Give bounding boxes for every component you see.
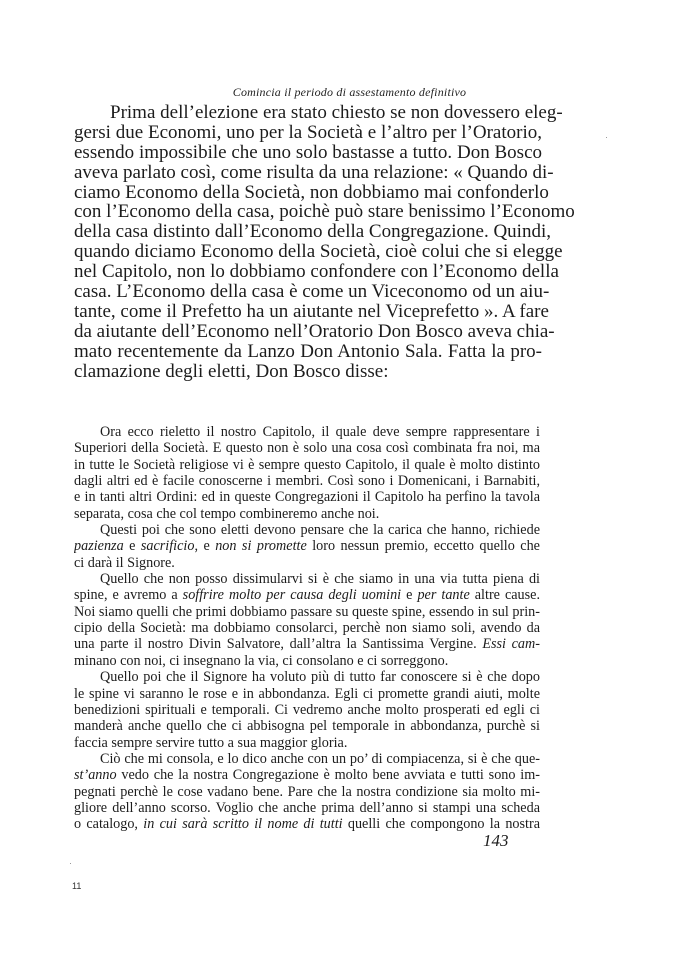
quote-line: gliore dell’anno scorso. Voglio che anche prima dell’anno si stampi una scheda [74,799,540,816]
quote-line: e in tanti altri Ordini: ed in queste Congregazioni il Capitolo ha perfino la tavola [74,489,540,506]
quote-line: o catalogo, in cui sarà scritto il nome di tutti quelli che compongono la nostra [74,816,540,833]
quote-line: faccia sempre servire tutto a sua maggior gloria. [74,734,348,751]
text-line: clamazione degli eletti, Don Bosco disse: [74,360,389,382]
quote-line: manderà anche quello che ci abbisogna pel temporale in abbondanza, purchè si [74,718,540,735]
text-line: mato recentemente da Lanzo Don Antonio Sala. Fatta la pro- [74,340,542,362]
quote-line: Questi poi che sono eletti devono pensare che la carica che hanno, richiede [100,522,540,539]
text-line: della casa distinto dall’Economo della Congregazione. Quindi, [74,221,551,243]
text-line: gersi due Economi, uno per la Società e l’altro per l’Oratorio, [74,121,542,143]
quote-line: st’anno vedo che la nostra Congregazione è molto bene avviata e tutti sono im- [74,767,540,784]
scan-speck [606,137,607,138]
running-head: Comincia il periodo di assestamento definitivo [232,85,467,99]
quote-line: Superiori della Società. E questo non è solo una cosa così combinata fra noi, ma [74,440,540,457]
quote-line: pazienza e sacrificio, e non si promette loro nessun premio, eccetto quello che [74,538,540,555]
quote-line: in tutte le Società religiose vi è sempre questo Capitolo, il quale è molto distinto [74,456,540,473]
quote-line: Ora ecco rieletto il nostro Capitolo, il quale deve sempre rappresentare i [100,424,540,440]
quote-line: dagli altri ed è facile conoscerne i membri. Così sono i Domenicani, i Barnabiti, [74,473,540,490]
signature-mark: 11 [72,881,82,891]
quote-line: spine, e avremo a soffrire molto per causa degli uomini e per tante altre cause. [74,587,540,604]
main-paragraph [74,102,575,382]
quote-line: ci darà il Signore. [74,554,175,571]
text-line: casa. L’Economo della casa è come un Viceconomo od un aiu- [74,281,550,303]
text-line: aveva parlato così, come risulta da una relazione: « Quando di- [74,161,554,183]
quote-line: minano con noi, ci insegnano la via, ci consolano e ci sorreggono. [74,652,449,669]
quote-line: Ciò che mi consola, e lo dico anche con un po’ di compiacenza, si è che que- [100,750,540,767]
text-line: con l’Economo della casa, poichè può stare benissimo l’Economo [74,201,575,223]
quote-line: Quello che non posso dissimularvi si è che siamo in una via tutta piena di [100,571,540,588]
quote-line: Quello poi che il Signore ha voluto più di tutto far conoscere si è che dopo [100,669,540,686]
text-line: tante, come il Prefetto ha un aiutante nel Viceprefetto ». A fare [74,300,549,322]
page-number: 143 [483,831,509,850]
text-line: essendo impossibile che uno solo bastasse a tutto. Don Bosco [74,141,542,163]
quote-line: le spine vi saranno le rose e in abbondanza. Egli ci promette grandi aiuti, molte [74,685,540,702]
quote-line: Noi siamo quelli che primi dobbiamo passare su queste spine, essendo in sul prin- [74,603,540,620]
quote-line: separata, cosa che col tempo combineremo anche noi. [74,505,380,522]
quote-line: pegnati perchè le cose vadano bene. Pare che la nostra condizione sia molto mi- [74,783,540,800]
quote-line: cipio della Società: ma dobbiamo consolarci, perchè non siamo soli, avendo da [74,620,540,637]
text-line: quando diciamo Economo della Società, cioè colui che si elegge [74,241,563,263]
text-line: nel Capitolo, non lo dobbiamo confondere con l’Economo della [74,261,559,283]
quote-line: una parte il nostro Divin Salvatore, dall’altra la Santissima Vergine. Essi cam- [74,636,540,653]
text-line: ciamo Economo della Società, non dobbiamo mai confonderlo [74,181,549,203]
text-line: Prima dell’elezione era stato chiesto se non dovessero eleg- [110,102,563,123]
quote-line: benedizioni spirituali e temporali. Ci vedremo anche molto prosperati ed egli ci [74,701,540,718]
text-line: da aiutante dell’Economo nell’Oratorio Don Bosco aveva chia- [74,320,555,342]
scan-speck [70,863,71,864]
quoted-speech [74,424,540,833]
